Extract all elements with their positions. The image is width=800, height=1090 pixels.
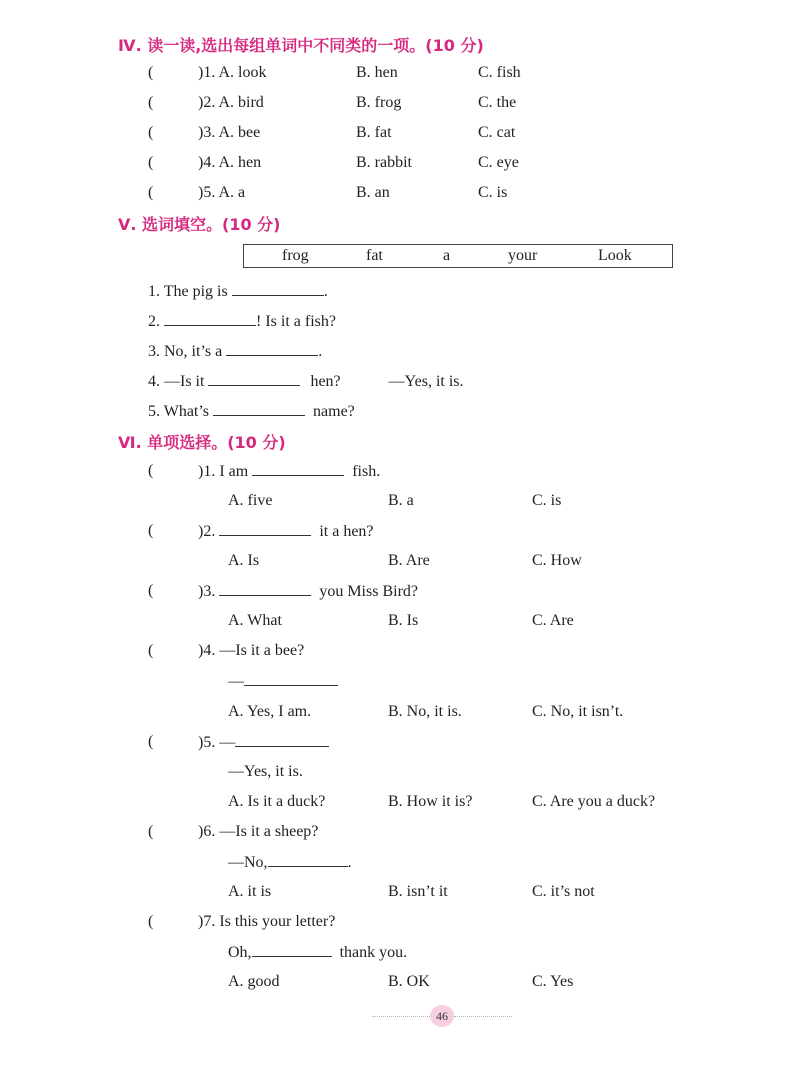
option-c: C. Are [532,612,574,629]
answer-paren[interactable]: ( [148,642,154,659]
option-c: C. eye [478,154,519,171]
question-text: ! Is it a fish? [256,313,336,330]
fill-question-3 [148,341,322,362]
answer-paren[interactable]: ( [148,733,154,750]
option-c: C. cat [478,124,516,141]
option-a: A. five [228,492,273,509]
question-text: . [347,854,352,871]
option-c: C. Yes [532,973,574,990]
question-text: )3. [198,583,216,600]
option-b: B. a [388,492,414,509]
question-line-2 [228,852,352,873]
answer-blank[interactable] [226,341,318,356]
choice-question-2 [198,521,374,542]
answer-blank[interactable] [219,581,311,596]
option-b: B. frog [356,94,402,111]
answer-blank[interactable] [164,311,256,326]
option-c: C. How [532,552,582,569]
answer-paren[interactable]: ( [148,94,154,111]
dash: — [228,673,244,690]
answer-blank[interactable] [219,521,311,536]
question-text: . [318,343,323,360]
answer-paren[interactable]: ( [148,913,154,930]
section-6-title: Ⅵ. 单项选择。(10 分) [118,433,286,452]
option-b: B. Are [388,552,430,569]
question-text: 2. [148,313,160,330]
option-b: B. rabbit [356,154,412,171]
option-a: A. it is [228,883,272,900]
choice-question-7: )7. Is this your letter? [198,913,336,930]
question-text: name? [313,403,355,420]
choice-question-3 [198,581,418,602]
question-text: 1. The pig is [148,283,228,300]
option-c: C. is [478,184,508,201]
answer-blank[interactable] [208,371,300,386]
answer-blank[interactable] [268,852,348,867]
option-c: C. is [532,492,562,509]
option-a: )4. A. hen [198,154,262,171]
answer-blank[interactable] [235,732,329,747]
fill-question-1 [148,281,328,302]
word-bank-box [243,244,673,268]
footer-divider-left [372,1016,430,1017]
answer-paren[interactable]: ( [148,582,154,599]
option-a: )1. A. look [198,64,267,81]
option-a: )2. A. bird [198,94,264,111]
fill-question-2 [148,311,336,332]
answer-blank[interactable] [213,401,305,416]
option-a: )3. A. bee [198,124,261,141]
option-c: C. Are you a duck? [532,793,656,810]
choice-question-6: )6. —Is it a sheep? [198,823,319,840]
page-number: 46 [430,1005,454,1027]
option-c: C. fish [478,64,521,81]
option-b: B. hen [356,64,398,81]
answer-blank[interactable] [252,461,344,476]
option-a: )5. A. a [198,184,246,201]
word-bank-word: your [508,247,538,264]
choice-question-1 [198,461,380,482]
question-text: 4. —Is it [148,373,205,390]
word-bank-word: fat [366,247,383,264]
choice-question-5 [198,732,329,753]
section-4-title: Ⅳ. 读一读,选出每组单词中不同类的一项。(10 分) [118,36,484,55]
option-a: A. good [228,973,280,990]
answer-line [228,671,338,692]
question-text: fish. [352,463,381,480]
option-a: A. What [228,612,282,629]
option-c: C. it’s not [532,883,595,900]
choice-question-4: )4. —Is it a bee? [198,642,305,659]
question-text: thank you. [339,944,408,961]
question-text: hen? [310,373,341,390]
answer-paren[interactable]: ( [148,154,154,171]
option-c: C. the [478,94,517,111]
question-text: )1. I am [198,463,249,480]
answer-paren[interactable]: ( [148,124,154,141]
answer-paren[interactable]: ( [148,823,154,840]
question-line-2 [228,942,407,963]
option-c: C. No, it isn’t. [532,703,624,720]
option-b: B. fat [356,124,392,141]
question-text: )2. [198,523,216,540]
option-a: A. Yes, I am. [228,703,312,720]
question-text: 3. No, it’s a [148,343,223,360]
question-text: —Yes, it is. [388,373,464,390]
section-5-title: Ⅴ. 选词填空。(10 分) [118,215,281,234]
answer-paren[interactable]: ( [148,64,154,81]
answer-paren[interactable]: ( [148,522,154,539]
question-text: you Miss Bird? [319,583,418,600]
answer-paren[interactable]: ( [148,184,154,201]
question-text: it a hen? [319,523,374,540]
question-text: —No, [228,854,268,871]
option-b: B. an [356,184,390,201]
word-bank-word: frog [282,247,309,264]
answer-blank[interactable] [252,942,332,957]
option-a: A. Is it a duck? [228,793,326,810]
question-text: )5. — [198,734,236,751]
question-text: . [323,283,328,300]
option-b: B. How it is? [388,793,473,810]
question-line-2: —Yes, it is. [228,763,303,780]
question-text: 5. What’s [148,403,210,420]
fill-question-5 [148,401,355,422]
word-bank-word: Look [598,247,632,264]
option-b: B. isn’t it [388,883,448,900]
option-b: B. Is [388,612,419,629]
option-a: A. Is [228,552,260,569]
fill-question-4 [148,371,464,392]
footer-divider-right [454,1016,512,1017]
question-text: Oh, [228,944,252,961]
answer-paren[interactable]: ( [148,462,154,479]
word-bank-word: a [443,247,451,264]
answer-blank[interactable] [244,671,338,686]
option-b: B. No, it is. [388,703,462,720]
option-b: B. OK [388,973,430,990]
answer-blank[interactable] [232,281,324,296]
